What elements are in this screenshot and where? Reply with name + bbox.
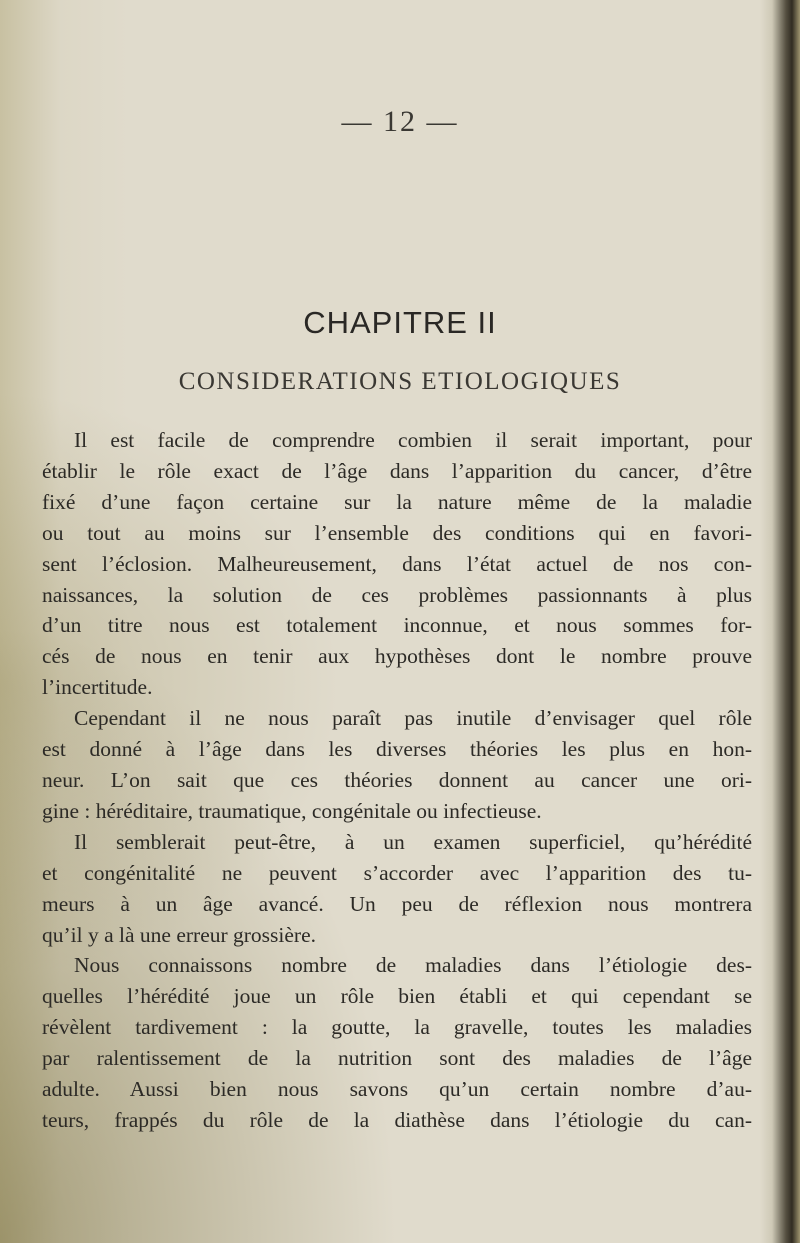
text-line: fixé d’une façon certaine sur la nature même de la maladie <box>42 489 752 514</box>
section-title: CONSIDERATIONS ETIOLOGIQUES <box>178 368 622 395</box>
text-line: d’un titre nous est totalement inconnue, et nous sommes for- <box>42 613 752 638</box>
text-line: l’incertitude. <box>42 675 153 700</box>
text-line: teurs, frappés du rôle de la diathèse dans l’étiologie du can- <box>42 1107 752 1132</box>
text-line: gine : héréditaire, traumatique, congénitale ou infectieuse. <box>42 798 542 823</box>
paragraph <box>42 950 752 1135</box>
text-line: Nous connaissons nombre de maladies dans l’étiologie des- <box>74 953 752 978</box>
text-line: révèlent tardivement : la goutte, la gravelle, toutes les maladies <box>42 1015 752 1040</box>
page-binding-edge <box>760 0 800 1243</box>
text-line: par ralentissement de la nutrition sont des maladies de l’âge <box>42 1046 752 1071</box>
text-line: sent l’éclosion. Malheureusement, dans l’état actuel de nos con- <box>42 551 752 576</box>
paragraph <box>42 703 752 827</box>
text-line: naissances, la solution de ces problèmes passionnants à plus <box>42 582 752 607</box>
text-line: est donné à l’âge dans les diverses théories les plus en hon- <box>42 737 752 762</box>
page-number: — 12 — <box>341 105 459 138</box>
paragraph <box>42 827 752 951</box>
text-line: adulte. Aussi bien nous savons qu’un certain nombre d’au- <box>42 1077 752 1102</box>
text-line: cés de nous en tenir aux hypothèses dont le nombre prouve <box>42 644 752 669</box>
text-line: Il est facile de comprendre combien il serait important, pour <box>74 428 752 452</box>
text-line: quelles l’hérédité joue un rôle bien établi et qui cependant se <box>42 984 752 1009</box>
text-line: neur. L’on sait que ces théories donnent au cancer une ori- <box>42 767 752 792</box>
text-line: meurs à un âge avancé. Un peu de réflexion nous montrera <box>42 891 752 916</box>
text-line: qu’il y a là une erreur grossière. <box>42 922 317 947</box>
paragraph <box>42 425 752 703</box>
chapter-title: CHAPITRE II <box>303 305 497 340</box>
body-text <box>42 425 752 1136</box>
text-line: Cependant il ne nous paraît pas inutile d’envisager quel rôle <box>74 706 752 731</box>
text-line: établir le rôle exact de l’âge dans l’apparition du cancer, d’être <box>42 458 752 483</box>
text-line: ou tout au moins sur l’ensemble des conditions qui en favori- <box>42 520 752 545</box>
text-line: et congénitalité ne peuvent s’accorder avec l’apparition des tu- <box>42 860 752 885</box>
text-line: Il semblerait peut-être, à un examen superficiel, qu’hérédité <box>74 829 752 854</box>
